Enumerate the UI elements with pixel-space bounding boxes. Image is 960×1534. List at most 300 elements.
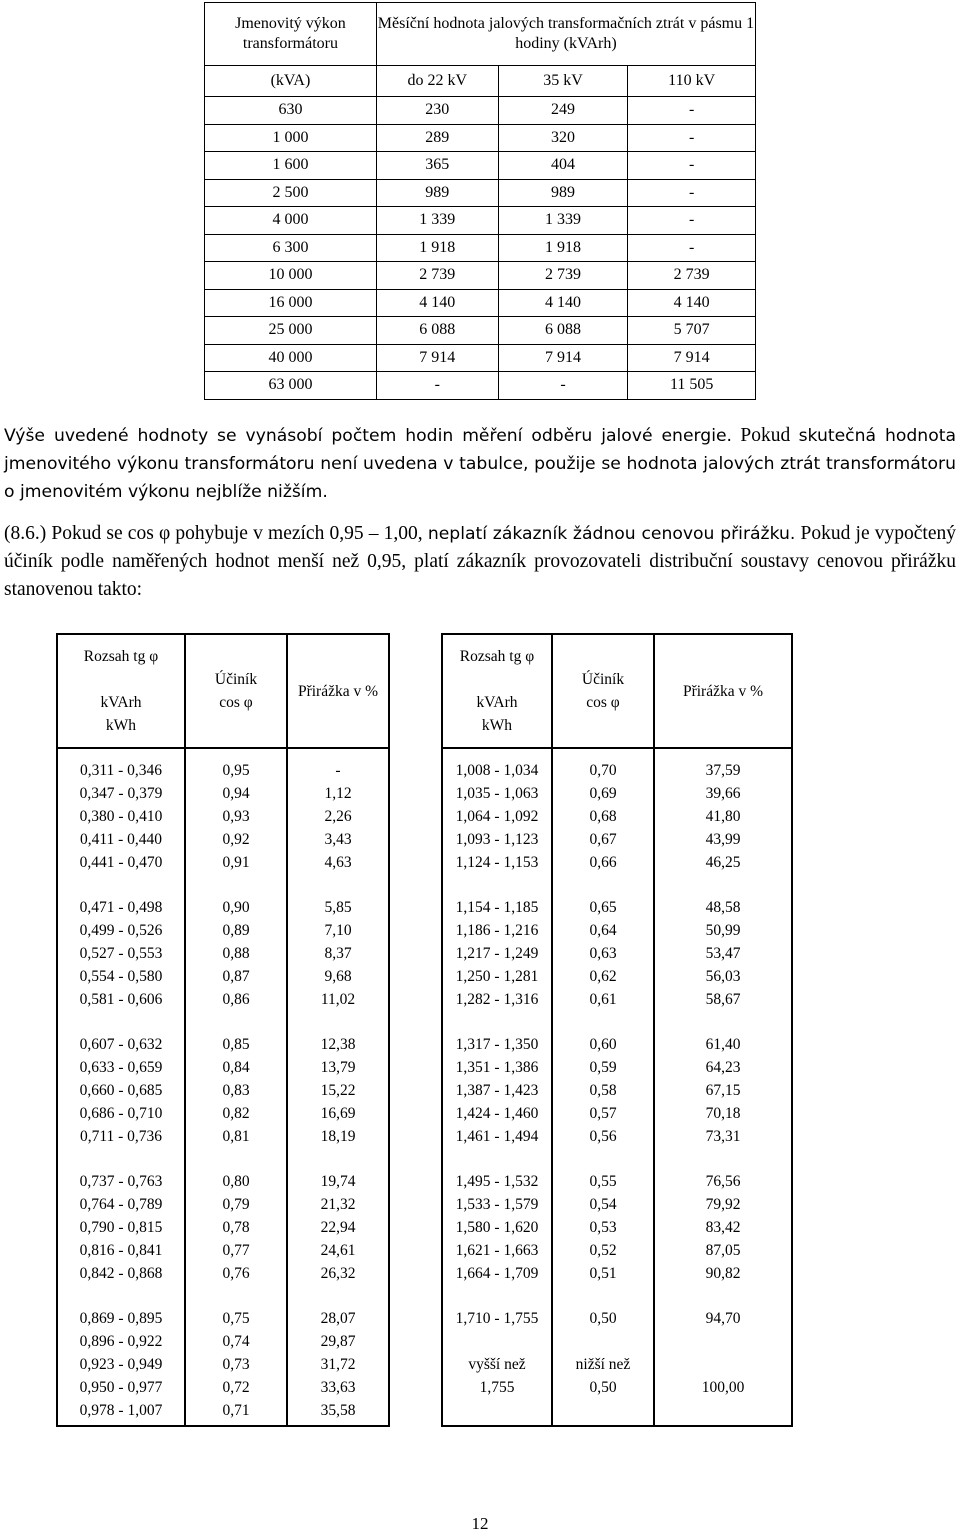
range-cell: 0,311 - 0,346 [57,759,185,782]
table1-subheader-cell: (kVA) [205,66,377,97]
power-factor-cell: 0,57 [552,1102,654,1125]
table1-cell: 11 505 [628,372,756,400]
header-surcharge: Přirážka v % [654,634,792,748]
table1-row [205,124,756,152]
spacer-row [57,748,389,759]
table1-cell: 4 140 [498,289,628,317]
table1-row [205,234,756,262]
para2-part-c: Pokud je vypočtený účiník podle naměřených hodnot menší než 0,95, platí zákazník provozovateli distribuční soustavy cenovou přirážku stanovenou takto: [4,523,956,600]
para2-part-a: (8.6.) Pokud se cos φ pohybuje v mezích 0,95 – 1,00, [4,523,428,544]
surcharge-row [442,1216,792,1239]
paragraph-power-factor-rule [4,520,956,604]
table1-cell: 6 300 [205,234,377,262]
power-factor-cell: 0,62 [552,965,654,988]
separator-cell [552,1285,654,1307]
power-factor-cell: 0,89 [185,919,287,942]
separator-cell [442,1148,552,1170]
surcharge-row [442,1399,792,1422]
surcharge-row [57,1399,389,1422]
header-cos-label: cos φ [219,694,253,711]
power-factor-cell: 0,68 [552,805,654,828]
power-factor-cell: 0,94 [185,782,287,805]
surcharge-row [57,919,389,942]
range-cell: 0,607 - 0,632 [57,1033,185,1056]
range-cell: 1,387 - 1,423 [442,1079,552,1102]
surcharge-cell: 94,70 [654,1307,792,1330]
power-factor-cell: 0,54 [552,1193,654,1216]
surcharge-cell: 56,03 [654,965,792,988]
surcharge-cell: 31,72 [287,1353,389,1376]
range-cell: 0,441 - 0,470 [57,851,185,874]
range-cell: 1,093 - 1,123 [442,828,552,851]
spacer-cell [185,748,287,759]
surcharge-row [57,805,389,828]
power-factor-cell: 0,51 [552,1262,654,1285]
surcharge-cell: 83,42 [654,1216,792,1239]
range-cell: 1,064 - 1,092 [442,805,552,828]
surcharge-row [57,1170,389,1193]
range-cell: 1,124 - 1,153 [442,851,552,874]
table1-cell: 289 [376,124,498,152]
end-cell [442,1422,552,1426]
surcharge-row [442,828,792,851]
range-cell: 0,950 - 0,977 [57,1376,185,1399]
header-power-factor [185,634,287,748]
surcharge-cell: 100,00 [654,1376,792,1399]
surcharge-row [57,1193,389,1216]
table1-cell: 2 739 [498,262,628,290]
power-factor-cell: 0,85 [185,1033,287,1056]
table1-cell: 1 339 [498,207,628,235]
end-row [442,1422,792,1426]
surcharge-cell: 4,63 [287,851,389,874]
surcharge-cell: 22,94 [287,1216,389,1239]
surcharge-cell: 24,61 [287,1239,389,1262]
header-kvarh-label: kVArh [476,694,518,711]
power-factor-cell: 0,90 [185,896,287,919]
table1-row [205,207,756,235]
table1-cell: 16 000 [205,289,377,317]
separator-cell [185,1011,287,1033]
end-cell [287,1422,389,1426]
surcharge-cell [654,1399,792,1422]
separator-cell [552,1148,654,1170]
power-factor-cell: 0,66 [552,851,654,874]
surcharge-cell: 64,23 [654,1056,792,1079]
table1-header-row [205,3,756,66]
range-cell: 0,842 - 0,868 [57,1262,185,1285]
header-surcharge: Přirážka v % [287,634,389,748]
power-factor-cell: 0,82 [185,1102,287,1125]
range-cell: 1,621 - 1,663 [442,1239,552,1262]
surcharge-row [57,1330,389,1353]
surcharge-cell: 7,10 [287,919,389,942]
table1-cell: 4 140 [628,289,756,317]
surcharge-cell: 43,99 [654,828,792,851]
separator-cell [654,874,792,896]
surcharge-cell: 58,67 [654,988,792,1011]
table1-cell: 320 [498,124,628,152]
surcharge-row [57,782,389,805]
transformer-losses-table [204,2,756,400]
table1-cell: 63 000 [205,372,377,400]
separator-cell [442,874,552,896]
table1-cell: - [376,372,498,400]
table1-cell: 40 000 [205,344,377,372]
table1-subheader-cell: do 22 kV [376,66,498,97]
power-factor-cell: 0,80 [185,1170,287,1193]
table1-cell: 1 339 [376,207,498,235]
surcharge-row [57,1033,389,1056]
range-cell: 1,424 - 1,460 [442,1102,552,1125]
range-cell: 0,633 - 0,659 [57,1056,185,1079]
surcharge-row [57,896,389,919]
surcharge-cell: 2,26 [287,805,389,828]
surcharge-cell: 1,12 [287,782,389,805]
separator-cell [442,1285,552,1307]
power-factor-cell: 0,70 [552,759,654,782]
surcharge-cell: 5,85 [287,896,389,919]
table1-cell: 630 [205,97,377,125]
group-separator [57,1285,389,1307]
spacer-row [442,748,792,759]
range-cell: vyšší než [442,1353,552,1376]
surcharge-row [57,1353,389,1376]
power-factor-cell: 0,65 [552,896,654,919]
spacer-cell [57,748,185,759]
surcharge-row [57,942,389,965]
para1-part-c: skutečná hodnota jmenovitého výkonu transformátoru není uvedena v tabulce, použije se hodnota jalových ztrát transformátoru o jmenovitém výkonu nejblíže nižším. [4,426,956,502]
table1-cell: 4 000 [205,207,377,235]
surcharge-row [57,1079,389,1102]
surcharge-cell: 21,32 [287,1193,389,1216]
surcharge-cell: 16,69 [287,1102,389,1125]
power-factor-cell [552,1330,654,1353]
range-cell: 1,461 - 1,494 [442,1125,552,1148]
range-cell: 0,790 - 0,815 [57,1216,185,1239]
power-factor-cell: 0,78 [185,1216,287,1239]
range-cell: 0,471 - 0,498 [57,896,185,919]
table1-cell: 10 000 [205,262,377,290]
table1-cell: 1 918 [498,234,628,262]
range-cell: 1,154 - 1,185 [442,896,552,919]
power-factor-cell: 0,61 [552,988,654,1011]
table1-cell: 230 [376,97,498,125]
table1-subheader-row [205,66,756,97]
separator-cell [185,1148,287,1170]
spacer-cell [552,748,654,759]
table1-cell: 2 739 [628,262,756,290]
table1-row [205,317,756,345]
table1-cell: - [628,124,756,152]
surcharge-cell: 29,87 [287,1330,389,1353]
table1-row [205,179,756,207]
range-cell: 0,527 - 0,553 [57,942,185,965]
power-factor-cell: 0,92 [185,828,287,851]
surcharge-row [57,851,389,874]
surcharge-cell: 90,82 [654,1262,792,1285]
power-factor-cell: 0,55 [552,1170,654,1193]
table1-cell: 6 088 [498,317,628,345]
surcharge-row [442,1125,792,1148]
table1-row [205,152,756,180]
power-factor-cell: 0,77 [185,1239,287,1262]
table1-cell: 989 [376,179,498,207]
separator-cell [57,1011,185,1033]
separator-cell [185,1285,287,1307]
table1-header-losses: Měsíční hodnota jalových transformačních ztrát v pásmu 1 hodiny (kVArh) [376,3,755,66]
separator-cell [287,1285,389,1307]
power-factor-cell: 0,60 [552,1033,654,1056]
separator-cell [57,1285,185,1307]
power-factor-cell: 0,88 [185,942,287,965]
range-cell: 1,008 - 1,034 [442,759,552,782]
surcharge-row [57,1376,389,1399]
range-cell: 1,710 - 1,755 [442,1307,552,1330]
table1-cell: 249 [498,97,628,125]
separator-cell [654,1285,792,1307]
range-cell: 1,217 - 1,249 [442,942,552,965]
paragraph-multiplication-note [4,422,956,506]
surcharge-left-header [57,634,389,748]
separator-cell [654,1148,792,1170]
range-cell: 1,250 - 1,281 [442,965,552,988]
separator-cell [654,1011,792,1033]
table1-cell: - [628,179,756,207]
range-cell: 0,923 - 0,949 [57,1353,185,1376]
table1-row [205,97,756,125]
surcharge-row [442,1262,792,1285]
table1-header-power: Jmenovitý výkon transformátoru [205,3,377,66]
separator-cell [57,874,185,896]
surcharge-cell: 73,31 [654,1125,792,1148]
surcharge-cell: 53,47 [654,942,792,965]
power-factor-cell: 0,87 [185,965,287,988]
range-cell: 0,554 - 0,580 [57,965,185,988]
end-cell [552,1422,654,1426]
range-cell: 1,664 - 1,709 [442,1262,552,1285]
range-cell: 1,755 [442,1376,552,1399]
end-cell [654,1422,792,1426]
surcharge-row [442,1033,792,1056]
surcharge-row [57,965,389,988]
surcharge-cell [654,1353,792,1376]
range-cell: 1,317 - 1,350 [442,1033,552,1056]
spacer-cell [442,748,552,759]
surcharge-cell [654,1330,792,1353]
separator-cell [287,1011,389,1033]
surcharge-row [442,851,792,874]
table1-row [205,372,756,400]
power-factor-cell: 0,86 [185,988,287,1011]
separator-cell [57,1148,185,1170]
header-kwh-label: kWh [481,717,513,734]
surcharge-row [442,942,792,965]
surcharge-cell: 12,38 [287,1033,389,1056]
range-cell: 0,499 - 0,526 [57,919,185,942]
range-cell: 0,764 - 0,789 [57,1193,185,1216]
surcharge-row [57,1102,389,1125]
surcharge-cell: 9,68 [287,965,389,988]
range-cell: 0,347 - 0,379 [57,782,185,805]
range-cell: 1,495 - 1,532 [442,1170,552,1193]
separator-cell [287,1148,389,1170]
surcharge-row [442,1307,792,1330]
end-cell [185,1422,287,1426]
surcharge-cell: 87,05 [654,1239,792,1262]
power-factor-cell: 0,64 [552,919,654,942]
separator-cell [552,1011,654,1033]
range-cell: 1,035 - 1,063 [442,782,552,805]
range-cell [442,1330,552,1353]
table1-cell: 404 [498,152,628,180]
range-cell: 0,660 - 0,685 [57,1079,185,1102]
power-factor-cell: 0,53 [552,1216,654,1239]
header-kvarh-label: kVArh [100,694,142,711]
end-row [57,1422,389,1426]
surcharge-cell: 70,18 [654,1102,792,1125]
surcharge-row [442,988,792,1011]
table1-cell: 7 914 [628,344,756,372]
table1-cell: 7 914 [498,344,628,372]
surcharge-row [442,1239,792,1262]
range-cell: 0,816 - 0,841 [57,1239,185,1262]
power-factor-cell: 0,72 [185,1376,287,1399]
header-kwh-label: kWh [105,717,137,734]
power-factor-cell: 0,95 [185,759,287,782]
surcharge-row [442,965,792,988]
range-cell: 1,351 - 1,386 [442,1056,552,1079]
spacer-cell [287,748,389,759]
surcharge-row [442,1353,792,1376]
range-cell: 1,282 - 1,316 [442,988,552,1011]
group-separator [57,1011,389,1033]
power-factor-cell: 0,67 [552,828,654,851]
range-cell: 0,380 - 0,410 [57,805,185,828]
surcharge-row [57,1216,389,1239]
table1-cell: 2 739 [376,262,498,290]
header-range [442,634,552,748]
surcharge-cell: 3,43 [287,828,389,851]
surcharge-cell: 50,99 [654,919,792,942]
table1-cell: 1 600 [205,152,377,180]
power-factor-cell: 0,76 [185,1262,287,1285]
table1-cell: 25 000 [205,317,377,345]
surcharge-row [442,1376,792,1399]
table1-cell: 365 [376,152,498,180]
surcharge-row [442,782,792,805]
range-cell: 0,411 - 0,440 [57,828,185,851]
table1-cell: - [628,97,756,125]
range-cell: 0,737 - 0,763 [57,1170,185,1193]
table1-cell: 6 088 [376,317,498,345]
power-factor-cell: 0,75 [185,1307,287,1330]
surcharge-cell: 76,56 [654,1170,792,1193]
table1-cell: 7 914 [376,344,498,372]
para1-part-a: Výše uvedené hodnoty se vynásobí počtem hodin měření odběru jalové energie. [4,426,733,446]
range-cell: 1,580 - 1,620 [442,1216,552,1239]
header-power-factor [552,634,654,748]
surcharge-cell: 33,63 [287,1376,389,1399]
table1-cell: 5 707 [628,317,756,345]
surcharge-cell: 48,58 [654,896,792,919]
header-cos-label: cos φ [586,694,620,711]
power-factor-cell: 0,52 [552,1239,654,1262]
surcharge-row [57,1239,389,1262]
surcharge-cell: 19,74 [287,1170,389,1193]
group-separator [442,1148,792,1170]
surcharge-row [442,805,792,828]
power-factor-cell: 0,50 [552,1376,654,1399]
surcharge-cell: 18,19 [287,1125,389,1148]
table1-cell: 4 140 [376,289,498,317]
power-factor-cell: 0,71 [185,1399,287,1422]
surcharge-cell: 46,25 [654,851,792,874]
group-separator [57,874,389,896]
header-power-factor-label: Účiník [214,671,258,688]
surcharge-cell: 8,37 [287,942,389,965]
table1-cell: - [498,372,628,400]
power-factor-cell: 0,93 [185,805,287,828]
range-cell [442,1399,552,1422]
group-separator [57,1148,389,1170]
table1-cell: 2 500 [205,179,377,207]
range-cell: 0,869 - 0,895 [57,1307,185,1330]
table1-cell: 989 [498,179,628,207]
power-factor-cell: nižší než [552,1353,654,1376]
surcharge-cell: 35,58 [287,1399,389,1422]
range-cell: 1,186 - 1,216 [442,919,552,942]
table1-cell: - [628,207,756,235]
power-factor-cell: 0,50 [552,1307,654,1330]
range-cell: 0,896 - 0,922 [57,1330,185,1353]
surcharge-table-right [441,633,793,1427]
surcharge-cell: 61,40 [654,1033,792,1056]
surcharge-row [442,1170,792,1193]
range-cell: 0,711 - 0,736 [57,1125,185,1148]
surcharge-row [442,759,792,782]
separator-cell [185,874,287,896]
separator-cell [442,1011,552,1033]
surcharge-row [57,1307,389,1330]
table1-subheader-cell: 35 kV [498,66,628,97]
surcharge-row [442,1056,792,1079]
separator-cell [552,874,654,896]
table1-row [205,344,756,372]
group-separator [442,1011,792,1033]
surcharge-cell: 26,32 [287,1262,389,1285]
power-factor-cell [552,1399,654,1422]
power-factor-cell: 0,73 [185,1353,287,1376]
power-factor-cell: 0,58 [552,1079,654,1102]
power-factor-cell: 0,81 [185,1125,287,1148]
table1-row [205,289,756,317]
power-factor-cell: 0,63 [552,942,654,965]
surcharge-row [57,988,389,1011]
surcharge-cell: 37,59 [654,759,792,782]
surcharge-row [442,1193,792,1216]
surcharge-row [442,1330,792,1353]
page-number: 12 [471,1514,489,1533]
power-factor-cell: 0,79 [185,1193,287,1216]
power-factor-cell: 0,91 [185,851,287,874]
power-factor-cell: 0,74 [185,1330,287,1353]
range-cell: 0,686 - 0,710 [57,1102,185,1125]
table1-subheader-cell: 110 kV [628,66,756,97]
power-factor-cell: 0,83 [185,1079,287,1102]
header-range-label: Rozsah tg φ [459,648,535,665]
surcharge-row [57,1125,389,1148]
